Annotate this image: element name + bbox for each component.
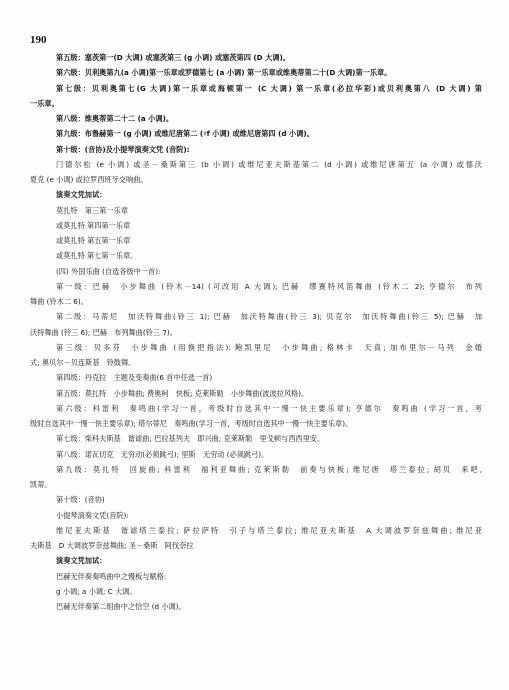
- text-line: 第九级：莫扎特 回旋曲; 科雷利 福利亚舞曲; 克莱斯勒 前奏与快板; 维尼唐 塔兰泰拉; 胡贝 来吧,: [56, 464, 482, 474]
- text-line: 第一级：巴赫 小步舞曲 (铃木－14) (可改用 A 大调); 巴赫 缪赛特风笛舞曲 (铃木二 2); 亨德尔 布列: [56, 281, 482, 291]
- text-line: 第十级：(音协)及小提琴演奏文凭 (音院):: [56, 144, 190, 154]
- text-line: 第四级：丹克拉 主题及变奏曲(6 首中任选一首): [56, 373, 213, 383]
- text-line: 第三级：贝多芬 小步舞曲 (用换把指法): 鲍凯里尼 小步舞曲; 格林卡 天真; 加布里尔－马列 金婚: [56, 342, 482, 352]
- text-line: 维尼亚夫斯基 谐谑塔兰泰拉; 萨拉萨特 引子与塔兰泰拉; 维尼亚夫斯基 A 大调波罗奈兹舞曲; 维尼亚: [56, 525, 482, 535]
- text-line: 巴赫无伴奏奏鸣曲中之慢板与赋格:: [56, 571, 167, 581]
- text-line: 舞曲 (铃木二 6)。: [30, 297, 88, 306]
- text-line: 一乐章。: [30, 98, 59, 108]
- text-line: 第二级：马蒂尼 加沃特舞曲(铃三 1); 巴赫 加沃特舞曲(铃三 3); 贝克尔 加沃特舞曲(铃三 5); 巴赫 加: [56, 312, 482, 322]
- page-number: 190: [30, 34, 47, 46]
- text-line: 第六级：科雷利 奏鸣曲(学习一首，考级时自选其中一慢一快主要乐章); 亨德尔 奏鸣曲 (学习一首，考: [56, 403, 482, 413]
- text-line: 第九级：布鲁赫第一 (g 小调) 或维尼唐第二 (♯f 小调) 或维尼唐第四 (d 小调)。: [56, 129, 314, 139]
- text-line: 第八级：诺瓦切克 无穷动(必须跳弓); 里斯 无穷动 (必须跳弓)。: [56, 449, 269, 459]
- text-line: 级时自选其中一慢一快主要乐章); 塔尔蒂尼 奏鸣曲(学习一首，考级时自选其中一慢一快主要乐章)。: [30, 419, 353, 428]
- text-line: 或莫扎特 第四第一乐章: [56, 220, 131, 230]
- text-line: 门德尔松 (e 小调) 或圣－桑斯第三 (b 小调) 或维尼亚夫斯基第二 (d 小调) 或维尼唐第五 (a 小调) 或德沃: [56, 159, 482, 169]
- text-line: 第七级：柴科夫斯基 谐谑曲; 巴拉基列夫 即兴曲; 克莱斯勒 里戈顿与西西里安。: [56, 434, 325, 444]
- text-line: 第十级：(音协): [56, 495, 105, 505]
- text-line: 第六级：贝利奥第九(a 小调)第一乐章或罗德第七 (a 小调) 第一乐章或维奥蒂第二十(D 大调)第一乐章。: [56, 68, 392, 78]
- text-line: 演奏文凭加试：: [56, 556, 107, 566]
- text-line: 小提琴演奏文凭(音院):: [56, 510, 129, 520]
- text-line: 第五级：塞茨第一(D 大调) 或塞茨第三 (g 小调) 或塞茨第四 (D 大调)。: [56, 53, 290, 62]
- text-line: g 小调; a 小调; C 大调。: [56, 586, 137, 596]
- text-line: 第五级：莫扎特 小步舞曲; 费奥柯 快板; 克莱斯勒 小步舞曲(波波拉风格)。: [56, 388, 309, 398]
- text-body: [30, 50, 482, 614]
- text-line: 莫扎特 第三第一乐章: [56, 205, 128, 215]
- text-line: 凯蒂。: [30, 480, 52, 489]
- text-line: 式; 奥贝尔－贝连斯基 铃鼓舞。: [30, 358, 136, 367]
- text-line: 或莫扎特 第七第一乐章。: [56, 251, 138, 261]
- text-line: 演奏文凭加试：: [56, 190, 107, 200]
- text-line: 第七级：贝利奥第七(G 大调)第一乐章或海顿第一 (C 大调) 第一乐章(必拉华彩)或贝利奥第八 (D 大调) 第: [56, 83, 482, 93]
- text-line: 巴赫无伴奏第二组曲中之恰空 (d 小调)。: [56, 602, 186, 611]
- text-line: 或莫扎特 第五第一乐章: [56, 236, 131, 245]
- text-line: 夏克 (e 小调) 或拉罗西班牙交响曲。: [30, 175, 148, 184]
- text-line: 沃特舞曲 (铃三 6); 巴赫 布列舞曲(铃三 7)。: [30, 327, 177, 337]
- text-line: 夫斯基 D 大调波罗奈兹舞曲; 圣－桑斯 阿伐奈拉: [30, 541, 194, 550]
- text-line: (四) 外国乐曲 (自选各级中一首):: [56, 266, 161, 276]
- text-line: 第八级：维奥蒂第二十二 (a 小调)。: [56, 114, 174, 123]
